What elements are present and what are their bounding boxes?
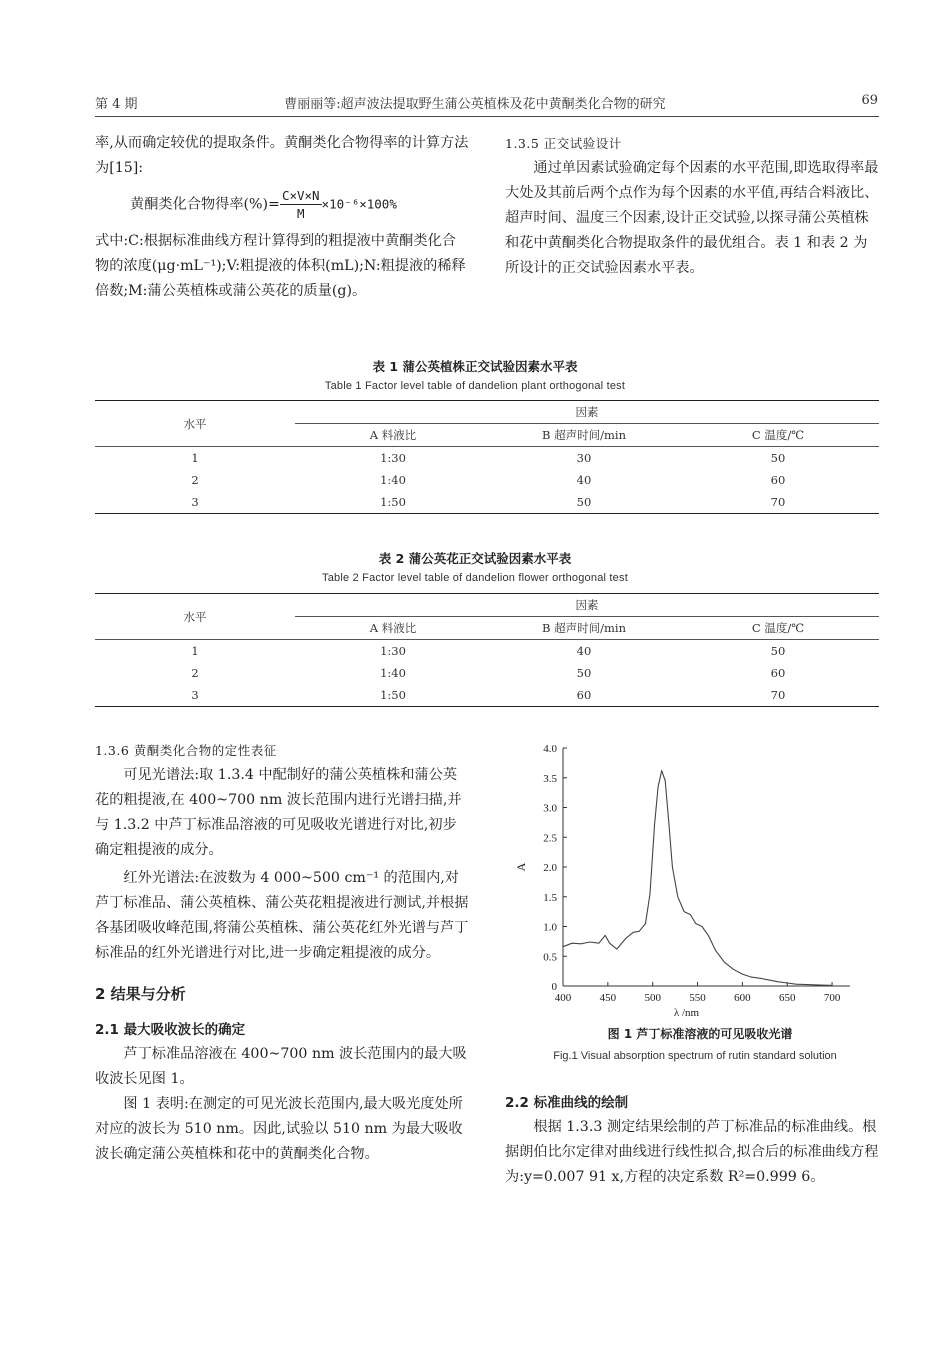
- table-cell: 50: [770, 451, 786, 465]
- table-cell: 30: [576, 451, 592, 465]
- paragraph-2-1-a: 芦丁标准品溶液在 400~700 nm 波长范围内的最大吸收波长见图 1。: [95, 1046, 467, 1087]
- table-row: [95, 662, 879, 684]
- table2-col-a: A 料液比: [295, 617, 491, 640]
- right-top-column: [505, 131, 879, 281]
- table1: [95, 400, 879, 514]
- y-tick-label: 1.0: [543, 921, 557, 934]
- table2-factor-header: 因素: [295, 594, 879, 617]
- table-row: [95, 469, 879, 491]
- table1-col-b: B 超声时间/min: [491, 424, 677, 447]
- formula-numerator: C×V×N: [281, 188, 320, 203]
- table2-col-b: B 超声时间/min: [491, 617, 677, 640]
- paragraph-orthogonal-design: 通过单因素试验确定每个因素的水平范围,即选取得率最大处及其前后两个点作为每个因素的水平值,再结合料液比、超声时间、温度三个因素,设计正交试验,以探寻蒲公英植株和花中黄酮类化合物提取条件的最优组合。表 1 和表 2 为所设计的正交试验因素水平表。: [505, 160, 879, 276]
- table2-caption-en: Table 2 Factor level table of dandelion flower orthogonal test: [322, 572, 628, 584]
- table1-caption-cn: 表 1 蒲公英植株正交试验因素水平表: [372, 359, 578, 374]
- table-cell: 60: [770, 473, 786, 487]
- table1-factor-header: 因素: [295, 401, 879, 424]
- table-cell: 2: [191, 473, 199, 487]
- x-tick-label: 550: [689, 992, 706, 1004]
- table-cell: 50: [770, 644, 786, 658]
- left-top-definitions: [95, 229, 469, 304]
- table-row: [95, 684, 879, 707]
- formula-denominator: M: [297, 206, 305, 221]
- header-running-title: 曹丽丽等:超声波法提取野生蒲公英植株及花中黄酮类化合物的研究: [284, 97, 666, 112]
- x-tick-label: 500: [644, 992, 661, 1004]
- table-cell: 40: [576, 473, 592, 487]
- heading-1-3-6: 1.3.6 黄酮类化合物的定性表征: [95, 743, 277, 758]
- table-cell: 2: [191, 666, 199, 680]
- x-tick-label: 700: [823, 992, 841, 1004]
- table-cell: 1:40: [380, 666, 406, 680]
- table-cell: 40: [576, 644, 592, 658]
- yield-formula: [130, 187, 397, 222]
- header-page-number: 69: [861, 93, 878, 108]
- table2-col-c: C 温度/℃: [677, 617, 879, 640]
- x-tick-label: 400: [554, 992, 572, 1004]
- table-cell: 50: [576, 666, 592, 680]
- table-cell: 70: [677, 684, 879, 707]
- figure1-caption-en: Fig.1 Visual absorption spectrum of rutin standard solution: [553, 1050, 837, 1062]
- table1-col-a: A 料液比: [295, 424, 491, 447]
- table-row: [95, 447, 879, 470]
- x-axis-label: λ /nm: [673, 1007, 700, 1019]
- x-tick-label: 650: [778, 992, 796, 1004]
- paragraph-visible-spectroscopy: 可见光谱法:取 1.3.4 中配制好的蒲公英植株和蒲公英花的粗提液,在 400~700 nm 波长范围内进行光谱扫描,并与 1.3.2 中芦丁标准品溶液的可见吸收光谱进行对比,初步确定粗提液的成分。: [95, 767, 462, 858]
- table1-level-header: 水平: [95, 401, 295, 447]
- table1-caption-en: Table 1 Factor level table of dandelion plant orthogonal test: [324, 380, 626, 392]
- left-top-column: [95, 131, 469, 181]
- table-cell: 70: [677, 491, 879, 514]
- x-tick-label: 600: [734, 992, 751, 1004]
- heading-2-2: 2.2 标准曲线的绘制: [505, 1095, 629, 1111]
- table-cell: 1:50: [295, 684, 491, 707]
- table-cell: 3: [95, 491, 295, 514]
- table2-caption-cn: 表 2 蒲公英花正交试验因素水平表: [378, 551, 572, 566]
- y-tick-label: 0.5: [543, 951, 557, 964]
- x-tick-label: 450: [599, 992, 617, 1004]
- table1-col-c: C 温度/℃: [677, 424, 879, 447]
- heading-section-2: 2 结果与分析: [95, 985, 186, 1003]
- y-tick-label: 4.0: [543, 743, 557, 755]
- paragraph-2-1-b: 图 1 表明:在测定的可见光波长范围内,最大吸光度处所对应的波长为 510 nm。因此,试验以 510 nm 为最大吸收波长确定蒲公英植株和花中的黄酮类化合物。: [95, 1096, 463, 1162]
- y-tick-label: 3.5: [543, 772, 557, 785]
- table-cell: 1:50: [295, 491, 491, 514]
- paragraph-infrared-spectroscopy: 红外光谱法:在波数为 4 000~500 cm⁻¹ 的范围内,对芦丁标准品、蒲公英植株、蒲公英花粗提液进行测试,并根据各基团吸收峰范围,将蒲公英植株、蒲公英花红外光谱与芦丁标准品的红外光谱进行对比,进一步确定粗提液的成分。: [95, 870, 469, 961]
- table-cell: 1:30: [380, 451, 406, 465]
- formula-fraction: [280, 187, 322, 222]
- table-cell: 60: [770, 666, 786, 680]
- figure1-caption-cn: 图 1 芦丁标准溶液的可见吸收光谱: [607, 1027, 793, 1041]
- y-tick-label: 2.5: [543, 832, 557, 845]
- y-axis-label: A: [514, 862, 528, 872]
- table-cell: 1:30: [380, 644, 406, 658]
- table-cell: 60: [491, 684, 677, 707]
- table-row: [95, 491, 879, 514]
- left-bottom-column: [95, 738, 469, 1167]
- table-cell: 1: [191, 451, 199, 465]
- paragraph-2-2: 根据 1.3.3 测定结果绘制的芦丁标准品的标准曲线。根据朗伯比尔定律对曲线进行线性拟合,拟合后的标准曲线方程为:y=0.007 91 x,方程的决定系数 R²=0.999 6。: [505, 1119, 879, 1185]
- heading-2-1: 2.1 最大吸收波长的确定: [95, 1022, 246, 1038]
- y-tick-label: 1.5: [543, 891, 557, 904]
- y-tick-label: 0: [551, 981, 557, 993]
- formula-suffix: ×10⁻⁶×100%: [321, 196, 397, 212]
- paragraph-formula-intro: 率,从而确定较优的提取条件。黄酮类化合物得率的计算方法为[15]:: [95, 135, 469, 176]
- table-cell: 1: [191, 644, 199, 658]
- table-row: [95, 640, 879, 663]
- header-rule: [95, 116, 879, 117]
- heading-1-3-5: 1.3.5 正交试验设计: [505, 136, 622, 151]
- paragraph-variable-definitions: 式中:C:根据标准曲线方程计算得到的粗提液中黄酮类化合物的浓度(μg·mL⁻¹);V:粗提液的体积(mL);N:粗提液的稀释倍数;M:蒲公英植株或蒲公英花的质量(g)。: [95, 233, 466, 299]
- table2-level-header: 水平: [95, 594, 295, 640]
- y-tick-label: 3.0: [543, 802, 557, 815]
- header-issue: 第 4 期: [95, 97, 138, 112]
- figure1-chart: [505, 735, 885, 1025]
- table-cell: 3: [95, 684, 295, 707]
- right-bottom-column: [505, 1091, 879, 1190]
- table-cell: 50: [491, 491, 677, 514]
- series-line-rutin: [563, 771, 832, 986]
- table-cell: 1:40: [380, 473, 406, 487]
- y-tick-label: 2.0: [543, 862, 557, 874]
- table2: [95, 593, 879, 707]
- formula-prefix: 黄酮类化合物得率(%)=: [130, 196, 280, 213]
